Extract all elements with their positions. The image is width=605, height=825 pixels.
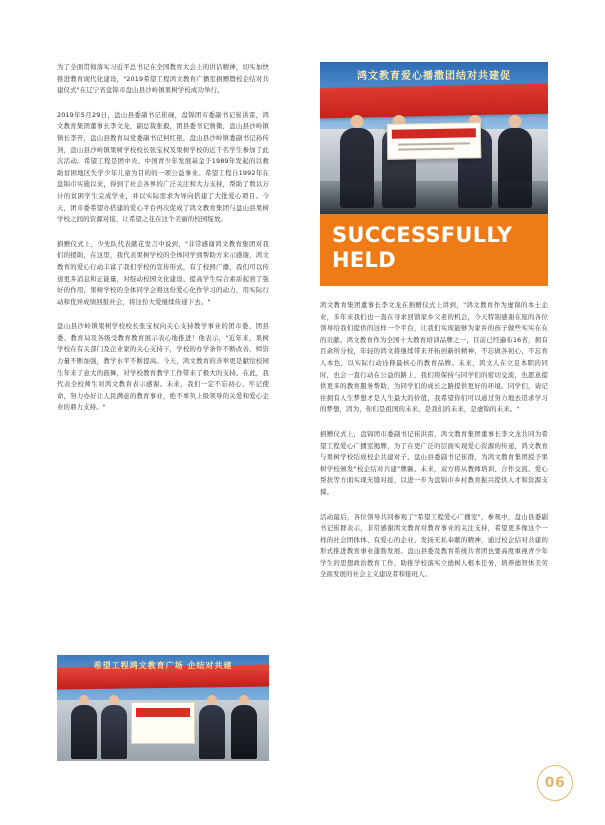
ceremony-donation-photo bbox=[320, 62, 548, 214]
paragraph: 捐赠仪式上，少先队代表献花发言中说到，"非常感谢鸿文教育集团对我们的援助，在这里，我代表果树学校的全体同学到帮助方来示感谢，鸿文教育的爱心行动丰富了我们学校的宣传形式，有了校园广播，我们可以传递更多消息和正能量，对绽动校园文化建设、提高学生综合素质起到了强好的作用，果树学校的全体同学会将这份爱心化作学习的动力，用实际行动和优异成绩回报社会，将这份大爱继续传递下去。" bbox=[57, 239, 269, 306]
photo-person-head bbox=[79, 695, 89, 705]
photo-person-head bbox=[509, 115, 522, 128]
photo-person bbox=[231, 705, 257, 759]
photo-person-head bbox=[351, 115, 364, 128]
paragraph: 捐赠仪式上，盘锦团市委副书记崔洪雷，鸿文教育集团董事长李文龙共同为希望工程爱心广播室揭牌，为了在更广泛的层面实现爱心资源的传递，鸿文教育与果树学校结成校企共建对子，盘山县委副书记崔群，为鸿文教育集团授予果树学校颁发"校企结对共建"牌匾。未来，双方将从教师培训、合作交流、爱心帮扶等方面实现无缝对接，以进一步为盘锦市乡村教育振兴提供人才和资源支撑。 bbox=[320, 429, 548, 496]
photo-person bbox=[199, 705, 225, 759]
photo-banner-text: 鸿文教育爱心播撒团结对共建促 bbox=[357, 71, 511, 82]
photo-person-head bbox=[207, 695, 217, 705]
headline-block bbox=[320, 214, 548, 286]
paragraph: 为了全面贯彻落实习近平总书记在全国教育大会上的讲话精神，切实加快推进教育现代化建设，"2019希望工程鸿文教育广播室捐赠暨校企结对共建仪式"在辽宁省盘锦市盘山县沙岭镇果树学校成功举行。 bbox=[57, 63, 269, 95]
left-text-column bbox=[57, 62, 269, 427]
paragraph: 2019年5月29日，盘山县委副书记崔碌，盘锦团市委副书记崔洪雷，鸿文教育集团董事长李文龙，副总裁张毅，团县委书记詹微，盘山县沙岭镇镇长李开，盘山县教育局党委副书记何红艳，盘山县沙岭镇委副书记孙传剑，盘山县沙岭镇果树学校校长张宝权及果树学校的近千名学生参加了此次活动。希望工程是团中央、中国青少年发展基金于1989年发起的以救助贫困地区失学少年儿童为目的的一项公益事业。希望工程自1992年在盘锦市实施以来，得到了社会各界的广泛关注和大力支持，帮助了数以万计的贫困学生完成学业，并以实际需求为导向搭建了大批爱心项目。今天，团市委希望办搭建的爱心平台再次促成了鸿文教育集团与盘山县果树学校之间的资源对接，让希望之花在这个美丽的校园绽放。 bbox=[57, 110, 269, 224]
photo-person bbox=[101, 705, 127, 759]
photo-person-head bbox=[239, 695, 249, 705]
paragraph: 鸿文教育集团董事长李文龙在捐赠仪式上讲到，"鸿文教育作为虚锦的本土企业，多年来我们也一直在寻求回馈家乡父老的机会，今天特别感谢在座的各位领导给我们提供的这样一个平台，让我们实现能够为家乡的孩子做些实实在在的贡献。鸿文教育作为全国十大教育培训品牌之一，目前已经遍布16省，拥有百余所分校，年轻的鸿文将继续带来开拓创新的精神，不忘做各初心，不忘育人本色，以实际行动诠释最核心的教育品牌。未来，鸿文人在立足本职的同时，也会一直行动在公益的路上，我们将保持与同学们的密切交流，也愿意提供更多的教育服务帮助，为同学们的成长之路提供更好的环境。同学们，请记住拥有人生梦想才是人生最大的价值，我希望你们可以通过努力地去追求学习的梦想，因为，你们是祖国的未来，是我们的未来，是虚锦的未来。" bbox=[320, 301, 548, 414]
easel-header-band bbox=[136, 708, 190, 717]
plaque-header-band bbox=[392, 128, 476, 138]
photo-donation-plaque bbox=[387, 122, 482, 160]
photo-person-head bbox=[109, 695, 119, 705]
photo-easel-board bbox=[131, 702, 195, 744]
headline-line-1: SUCCESSFULLY bbox=[332, 223, 513, 247]
plaque-text-line bbox=[398, 148, 454, 151]
right-text-column bbox=[320, 300, 548, 594]
headline-line-2: HELD bbox=[332, 248, 396, 272]
paragraph: 活动最后，各位领导共同参观了"希望工程爱心广播室"，参观中，盘山县委副书记崔群表示，非常感谢鸿文教育对教育事业的关注支持，希望更多像这个一样的社会团体体、有爱心的企业、发扬无私奉献的精神，通过校企结对共建的形式推进教育事业蓬勃发展。盘山县委及教育系统共青团也要高度重视青少年学生的思想政治教育工作，助推学校落实立德树人根本任务，培养德智体美劳全面发展的社会主义建设者和接班人。 bbox=[320, 512, 548, 579]
plaque-unveiling-photo bbox=[57, 655, 269, 761]
photo-banner-text: 希望工程鸿文教育广场 企结对共建 bbox=[93, 661, 233, 670]
page-number-badge: 06 bbox=[537, 765, 573, 801]
photo-person bbox=[71, 705, 97, 759]
paragraph: 盘山县沙岭镇果树学校校长张宝权向关心支持教学事业的团市委、团县委、教育局及各级受教育教育展示表心地推进！他表示，"近年来，果树学校在有关部门及企业家的关心支持下，学校的办学条件不断改善，师资力量不断加强，教学水平不断提高。今天，鸿文教育的善举更是献给校园生年来了意大的鼓舞，对学校教育教学工作带来了极大的支持。在此，我代表全校师生对鸿文教育表示感谢。未来，我们一定不忘初心、牢记使命，努力办好让人民满意的教育事业，绝不辜负上级领导的关爱和爱心企业的鼎力支持。" bbox=[57, 322, 269, 412]
plaque-text-line bbox=[398, 142, 470, 145]
photo-crowd bbox=[320, 181, 548, 214]
